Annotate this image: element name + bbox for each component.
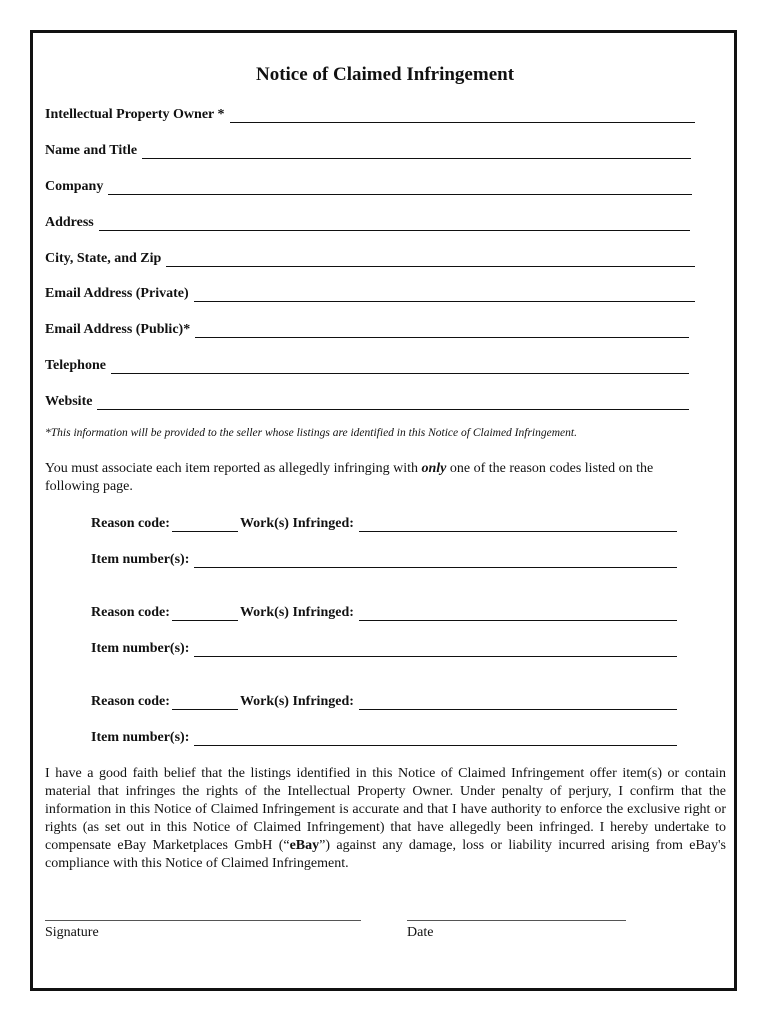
field-label: Email Address (Public)* — [45, 322, 191, 337]
field-label: Intellectual Property Owner * — [45, 107, 225, 122]
item-numbers-row-1 — [91, 548, 677, 568]
date-line[interactable] — [407, 920, 626, 921]
works-infringed-input-line[interactable] — [359, 608, 677, 621]
works-infringed-label: Work(s) Infringed: — [239, 694, 354, 709]
item-numbers-input-line[interactable] — [194, 733, 677, 746]
item-numbers-label: Item number(s): — [91, 730, 190, 745]
field-label: Company — [45, 179, 104, 194]
telephone-input-line[interactable] — [111, 361, 689, 374]
works-infringed-label: Work(s) Infringed: — [239, 516, 354, 531]
date-label: Date — [407, 925, 434, 940]
email-private-input-line[interactable] — [194, 289, 695, 302]
instruction-emphasis: only — [421, 461, 447, 476]
signature-label: Signature — [45, 925, 99, 940]
field-city-state-zip — [45, 247, 695, 267]
field-label: Telephone — [45, 358, 106, 373]
reason-row-2 — [91, 601, 677, 621]
footnote: *This information will be provided to the seller whose listings are identified in this Notice of Claimed Infringement. — [45, 427, 577, 439]
field-email-private — [45, 282, 695, 302]
field-label: Address — [45, 215, 94, 230]
reason-code-input-line[interactable] — [172, 519, 238, 532]
ip-owner-input-line[interactable] — [230, 110, 695, 123]
good-faith-affirmation — [45, 765, 726, 873]
field-website — [45, 390, 689, 410]
field-label: Email Address (Private) — [45, 286, 189, 301]
field-telephone — [45, 354, 689, 374]
field-email-public — [45, 318, 689, 338]
affirmation-bold: eBay — [289, 838, 320, 853]
instruction-after: one of the reason codes listed on the following page. — [45, 461, 654, 494]
works-infringed-input-line[interactable] — [359, 519, 677, 532]
address-input-line[interactable] — [99, 218, 690, 231]
field-label: Name and Title — [45, 143, 138, 158]
reason-code-label: Reason code: — [91, 694, 170, 709]
item-numbers-input-line[interactable] — [194, 644, 677, 657]
reason-code-label: Reason code: — [91, 516, 170, 531]
works-infringed-label: Work(s) Infringed: — [239, 605, 354, 620]
item-numbers-input-line[interactable] — [194, 555, 677, 568]
field-ip-owner — [45, 103, 695, 123]
field-label: City, State, and Zip — [45, 251, 162, 266]
instruction-before: You must associate each item reported as allegedly infringing with — [45, 461, 422, 476]
company-input-line[interactable] — [108, 182, 692, 195]
form-title: Notice of Claimed Infringement — [255, 64, 515, 85]
field-name-title — [45, 139, 691, 159]
item-numbers-row-3 — [91, 726, 677, 746]
email-public-input-line[interactable] — [195, 325, 689, 338]
field-label: Website — [45, 394, 93, 409]
item-numbers-label: Item number(s): — [91, 552, 190, 567]
affirmation-part2: ”) against any damage, loss or liability incurred arising from eBay's compliance with this Notice of Claimed Infringement. — [45, 838, 726, 871]
field-address — [45, 211, 690, 231]
reason-code-input-line[interactable] — [172, 608, 238, 621]
item-numbers-row-2 — [91, 637, 677, 657]
reason-code-label: Reason code: — [91, 605, 170, 620]
signature-line[interactable] — [45, 920, 361, 921]
reason-row-3 — [91, 690, 677, 710]
city-state-zip-input-line[interactable] — [166, 254, 695, 267]
website-input-line[interactable] — [97, 397, 689, 410]
field-company — [45, 175, 692, 195]
name-title-input-line[interactable] — [142, 146, 691, 159]
affirmation-part1: I have a good faith belief that the listings identified in this Notice of Claimed Infringement offer item(s) or contain material that infringes the rights of the Intellectual Property Owner. Under penalty of perjury, I confirm that the information in this Notice of Claimed Infringement is accurate and that I have authority to enforce the exclusive right or rights (as set out in this Notice of Claimed Infringement) that have allegedly been infringed. I hereby undertake to compensate eBay Marketplaces GmbH (“ — [45, 766, 726, 853]
works-infringed-input-line[interactable] — [359, 697, 677, 710]
item-numbers-label: Item number(s): — [91, 641, 190, 656]
instruction-text — [45, 460, 710, 496]
reason-row-1 — [91, 512, 677, 532]
reason-code-input-line[interactable] — [172, 697, 238, 710]
